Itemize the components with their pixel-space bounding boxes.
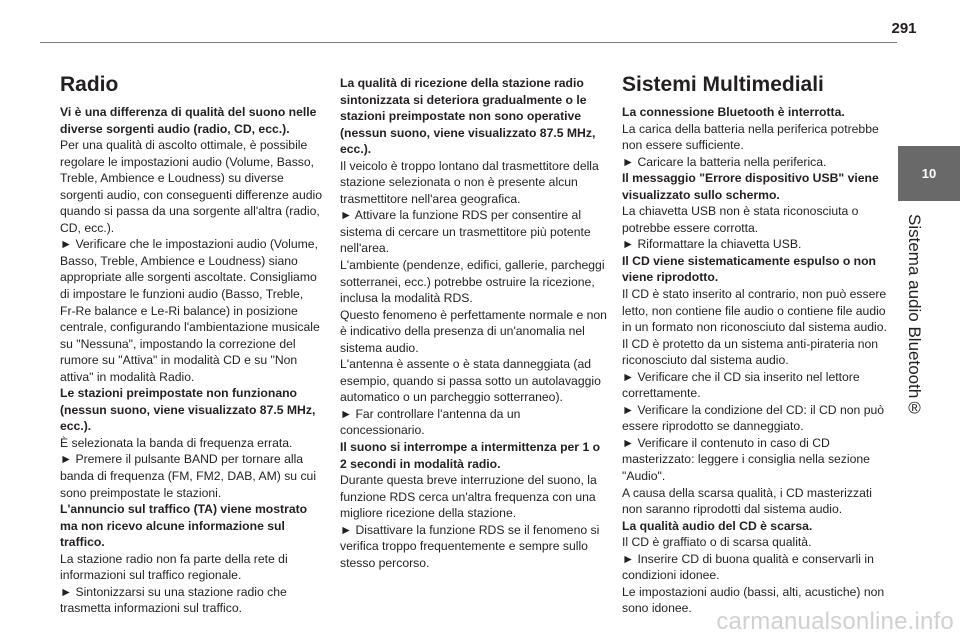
- column-3: [622, 72, 890, 617]
- body-paragraph: Il CD è stato inserito al contrario, non può essere letto, non contiene file audio o contiene file audio in un formato non riconosciuto dal sistema audio.: [622, 287, 887, 335]
- body-paragraph: La stazione radio non fa parte della rete di informazioni sul traffico regionale.: [60, 551, 288, 583]
- body-paragraph: L'ambiente (pendenze, edifici, gallerie, parcheggi sotterranei, ecc.) potrebbe ostruire la ricezione, inclusa la modalità RDS.: [340, 258, 605, 306]
- watermark: carmanualsonline.info: [716, 608, 954, 635]
- body-paragraph: Durante questa breve interruzione del suono, la funzione RDS cerca un'altra frequenza con una migliore ricezione della stazione.: [340, 473, 597, 521]
- body-paragraph: Il CD è graffiato o di scarsa qualità.: [622, 535, 812, 550]
- subheading: La qualità audio del CD è scarsa.: [622, 518, 813, 533]
- body-paragraph: Le impostazioni audio (bassi, alti, acustiche) non sono idonee.: [622, 584, 885, 616]
- body-paragraph: ► Caricare la batteria nella periferica.: [622, 154, 827, 169]
- section-heading-multimedia: Sistemi Multimediali: [622, 73, 824, 96]
- body-paragraph: La carica della batteria nella periferica potrebbe non essere sufficiente.: [622, 121, 879, 153]
- body-paragraph: L'antenna è assente o è stata danneggiata (ad esempio, quando si passa sotto un autolavaggio automatico o un parcheggio sotterraneo).: [340, 357, 601, 405]
- header-rule: [40, 42, 897, 43]
- body-paragraph: ► Verificare la condizione del CD: il CD non può essere riprodotto se danneggiato.: [622, 402, 885, 434]
- body-paragraph: ► Premere il pulsante BAND per tornare alla banda di frequenza (FM, FM2, DAB, AM) su cui sono preimpostate le stazioni.: [60, 452, 317, 500]
- subheading: Il messaggio "Errore dispositivo USB" viene visualizzato sullo schermo.: [622, 171, 879, 202]
- body-paragraph: A causa della scarsa qualità, i CD masterizzati non saranno riprodotti dal sistema audio.: [622, 485, 872, 517]
- subheading: Il suono si interrompe a intermittenza per 1 o 2 secondi in modalità radio.: [340, 440, 601, 471]
- column-2: [340, 75, 608, 571]
- subheading: La connessione Bluetooth è interrotta.: [622, 105, 845, 119]
- body-paragraph: ► Verificare il contenuto in caso di CD masterizzato: leggere i consiglia nella sezione "Audio".: [622, 435, 870, 484]
- chapter-title: Sistema audio Bluetooth®: [905, 214, 924, 418]
- body-paragraph: Per una qualità di ascolto ottimale, è possibile regolare le impostazioni audio (Volume, Basso, Treble, Ambience e Loudness) su diverse sorgenti audio, con conseguenti differenze audio quando si passa da una sorgente all'altra (radio, CD, ecc.).: [60, 138, 322, 235]
- body-paragraph: ► Inserire CD di buona qualità e conservarli in condizioni idonee.: [622, 551, 874, 583]
- subheading: Le stazioni preimpostate non funzionano (nessun suono, viene visualizzato 87.5 MHz, ecc.).: [60, 386, 316, 434]
- body-paragraph: Il CD è protetto da un sistema anti-pirateria non riconosciuto dal sistema audio.: [622, 336, 879, 368]
- body-paragraph: Questo fenomeno è perfettamente normale e non è indicativo della presenza di un'anomalia nel sistema audio.: [340, 307, 607, 355]
- section-heading-radio: Radio: [60, 73, 119, 96]
- page-number: 291: [891, 20, 917, 37]
- subheading: La qualità di ricezione della stazione radio sintonizzata si deteriora gradualmente o le stazioni preimpostate non sono operative (nessun suono, viene visualizzato 87.5 MHz, ecc.).: [340, 76, 596, 157]
- subheading: Vi è una differenza di qualità del suono nelle diverse sorgenti audio (radio, CD, ecc.).: [60, 105, 317, 136]
- subheading: Il CD viene sistematicamente espulso o non viene riprodotto.: [622, 253, 876, 285]
- body-paragraph: ► Verificare che le impostazioni audio (Volume, Basso, Treble, Ambience e Loudness) siano appropriate alle sorgenti ascoltate. Consigliamo di impostare le funzioni audio (Basso, Treble, Fr-Re balance e Le-Ri balance) in posizione centrale, configurando l'ambientazione musicale su "Nessuna", impostando la correzione del rumore su "Attiva" in modalità CD e su "Non attiva" in modalità Radio.: [60, 237, 320, 384]
- body-paragraph: ► Verificare che il CD sia inserito nel lettore correttamente.: [622, 369, 860, 401]
- body-paragraph: ► Far controllare l'antenna da un concessionario.: [340, 406, 521, 438]
- chapter-tab: 10: [898, 146, 960, 201]
- body-paragraph: ► Disattivare la funzione RDS se il fenomeno si verifica troppo frequentemente e sempre sullo stesso percorso.: [340, 522, 600, 570]
- body-paragraph: ► Attivare la funzione RDS per consentire al sistema di cercare un trasmettitore più potente nell'area.: [340, 208, 591, 256]
- body-paragraph: Il veicolo è troppo lontano dal trasmettitore della stazione selezionata o non è presente alcun trasmettitore nell'area geografica.: [340, 158, 599, 206]
- body-paragraph: È selezionata la banda di frequenza errata.: [60, 435, 293, 450]
- subheading: L'annuncio sul traffico (TA) viene mostrato ma non ricevo alcune informazione sul traffico.: [60, 502, 308, 550]
- body-paragraph: ► Sintonizzarsi su una stazione radio che trasmetta informazioni sul traffico.: [60, 584, 287, 616]
- column-1: [60, 72, 322, 617]
- body-paragraph: ► Riformattare la chiavetta USB.: [622, 237, 802, 252]
- body-paragraph: La chiavetta USB non è stata riconosciuta o potrebbe essere corrotta.: [622, 204, 859, 235]
